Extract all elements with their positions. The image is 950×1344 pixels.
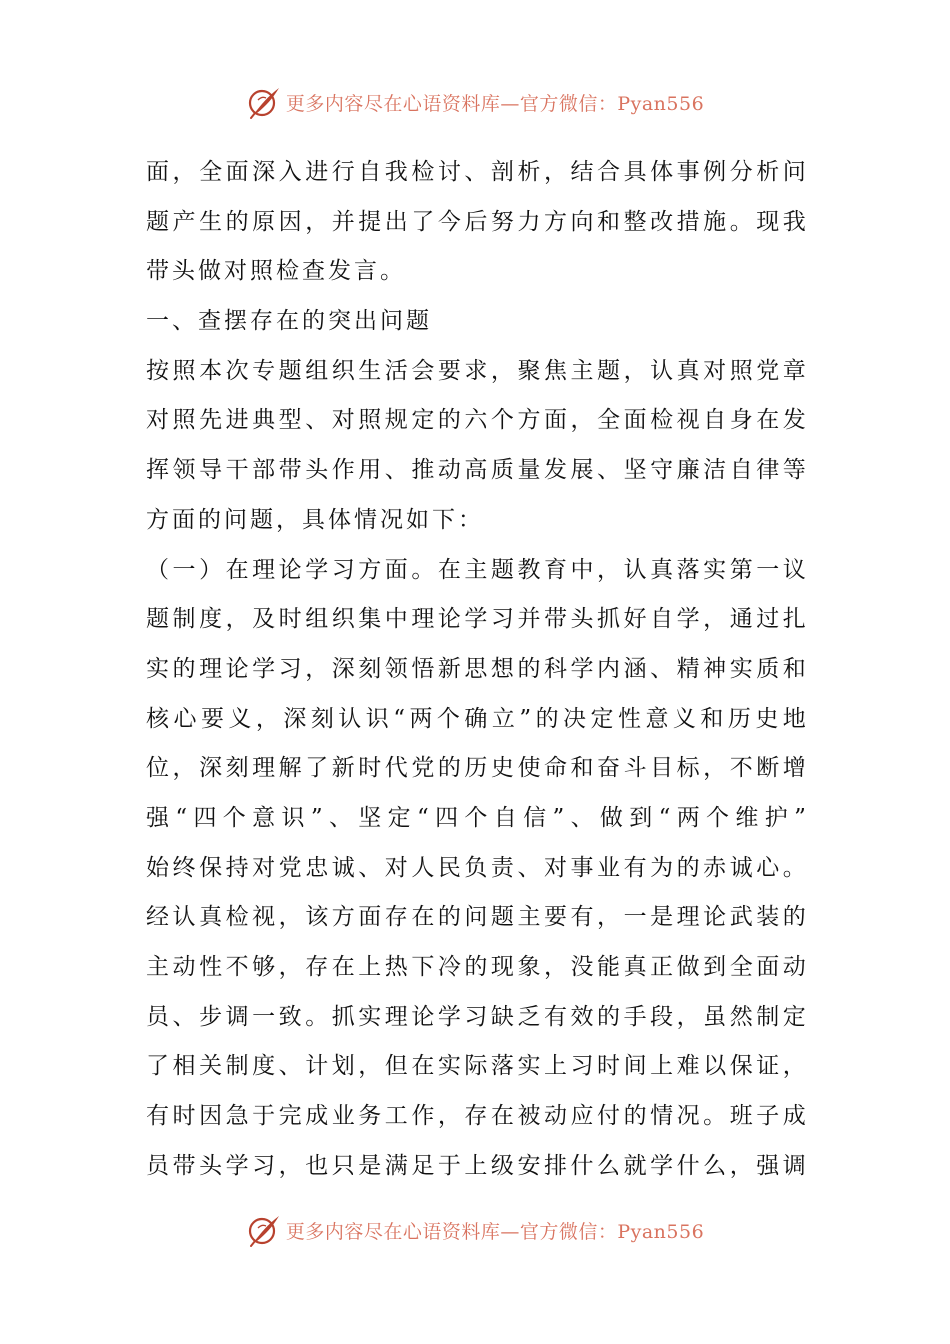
header-banner (0, 80, 950, 124)
body-line: 强 “ 四 个 意 识 ” 、 坚 定 “ 四 个 自 信 ” 、 做 到 “ 两 个 维 护 ” (146, 804, 806, 831)
body-line: 挥 领 导 干 部 带 头 作 用 、 推 动 高 质 量 发 展 、 坚 守 廉 洁 自 律 等 (146, 457, 806, 484)
header-banner-text: 更多内容尽在心语资料库—官方微信：Pyan556 (285, 92, 705, 115)
body-line: 面 ， 全 面 深 入 进 行 自 我 检 讨 、 剖 析 ， 结 合 具 体 事 例 分 析 问 (146, 159, 806, 185)
body-line: 核 心 要 义 ， 深 刻 认 识 “ 两 个 确 立 ” 的 决 定 性 意 义 和 历 史 地 (146, 705, 806, 732)
body-line: 始 终 保 持 对 党 忠 诚 、 对 人 民 负 责 、 对 事 业 有 为 的 赤 诚 心 。 (146, 854, 806, 881)
body-line: 按 照 本 次 专 题 组 织 生 活 会 要 求 ， 聚 焦 主 题 ， 认 真 对 照 党 章 (146, 357, 806, 384)
body-line: 方面的问题，具体情况如下： (146, 506, 484, 533)
footer-banner (0, 1208, 950, 1252)
body-line: 主 动 性 不 够 ， 存 在 上 热 下 冷 的 现 象 ， 没 能 真 正 做 到 全 面 动 (146, 954, 806, 980)
quill-logo-icon (246, 1212, 282, 1248)
body-line: 员 带 头 学 习 ， 也 只 是 满 足 于 上 级 安 排 什 么 就 学 什 么 ， 强 调 (146, 1152, 806, 1179)
body-line: 带头做对照检查发言。 (146, 258, 406, 285)
body-line: 一、查摆存在的突出问题 (146, 308, 432, 335)
body-line: 对 照 先 进 典 型 、 对 照 规 定 的 六 个 方 面 ， 全 面 检 视 自 身 在 发 (146, 407, 806, 434)
body-line: 题 产 生 的 原 因 ， 并 提 出 了 今 后 努 力 方 向 和 整 改 措 施 。 现 我 (146, 208, 806, 235)
body-line: 位 ， 深 刻 理 解 了 新 时 代 党 的 历 史 使 命 和 奋 斗 目 标 ， 不 断 增 (146, 755, 806, 782)
body-line: 实 的 理 论 学 习 ， 深 刻 领 悟 新 思 想 的 科 学 内 涵 、 精 神 实 质 和 (146, 655, 806, 682)
body-line: 员 、 步 调 一 致 。 抓 实 理 论 学 习 缺 乏 有 效 的 手 段 ， 虽 然 制 定 (146, 1003, 806, 1030)
body-line: 经 认 真 检 视 ， 该 方 面 存 在 的 问 题 主 要 有 ， 一 是 理 论 武 装 的 (146, 904, 806, 931)
body-line: 有 时 因 急 于 完 成 业 务 工 作 ， 存 在 被 动 应 付 的 情 况 。 班 子 成 (146, 1103, 806, 1130)
body-line: （ 一 ） 在 理 论 学 习 方 面 。 在 主 题 教 育 中 ， 认 真 落 实 第 一 议 (146, 556, 806, 583)
footer-banner-text: 更多内容尽在心语资料库—官方微信：Pyan556 (285, 1220, 705, 1243)
body-line: 了 相 关 制 度 、 计 划 ， 但 在 实 际 落 实 上 习 时 间 上 难 以 保 证 ， (146, 1053, 806, 1080)
body-line: 题 制 度 ， 及 时 组 织 集 中 理 论 学 习 并 带 头 抓 好 自 学 ， 通 过 扎 (146, 606, 806, 633)
document-body (146, 148, 806, 1191)
quill-logo-icon (246, 84, 282, 120)
